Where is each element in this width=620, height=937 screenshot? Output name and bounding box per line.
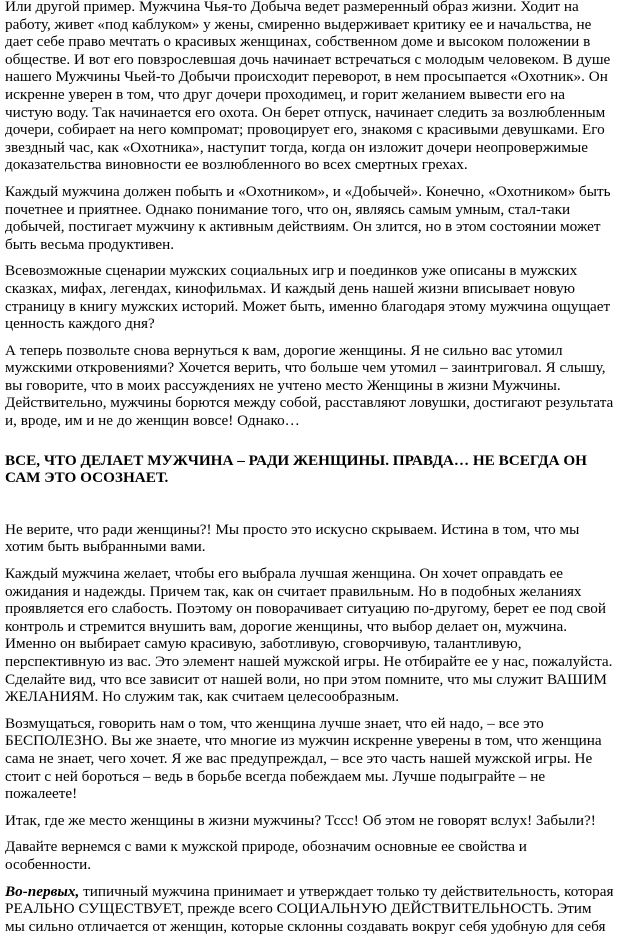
lead-firstly: Во-первых, xyxy=(5,882,80,900)
paragraph-where-is-woman: Итак, где же место женщины в жизни мужчины? Тссс! Об этом не говорят вслух! Забыли?! xyxy=(5,811,596,829)
paragraph-male-nature: Давайте вернемся с вами к мужской природе, обозначим основные ее свойства и особенности. xyxy=(5,838,527,873)
paragraph-firstly-text: типичный мужчина принимает и утверждает только ту действительность, которая РЕАЛЬНО СУЩЕСТВУЕТ, прежде всего СОЦИАЛЬНУЮ ДЕЙСТВИТЕЛЬНОСТЬ. Этим мы сильно отличается от женщин, которые склонны создавать вокруг себя удобную для себя xyxy=(5,882,614,935)
paragraph-return-to-women: А теперь позвольте снова вернуться к вам, дорогие женщины. Я не сильно вас утомил мужскими откровениями? Хочется верить, что больше чем утомил – заинтриговал. Я слышу, вы говорите, что в моих рассуждениях не учтено место Женщины в жизни Мужчины. Действительно, мужчины борются между собой, расставляют ловушки, достигают результата и, вроде, им и не до женщин вовсе! Однако… xyxy=(5,341,614,430)
paragraph-hunter-and-prey: Каждый мужчина должен побыть и «Охотником», и «Добычей». Конечно, «Охотником» быть почетнее и приятнее. Однако понимание того, что он, являясь самым умным, стал-таки добычей, постигает мужчину к активным действиям. Он злится, но в этом состоянии может быть весьма продуктивен. xyxy=(5,182,611,253)
paragraph-every-man-wants: Каждый мужчина желает, чтобы его выбрала лучшая женщина. Он хочет оправдать ее ожидания и надежды. Причем так, как он считает правильным. Но в подобных желаниях проявляется его слабость. Поэтому он поворачивает ситуацию по-другому, берет ее под свой контроль и стремится внушить вам, дорогие женщины, что выбор делает он, мужчина. Именно он выбирает самую красивую, заботливую, сговорчивую, талантливую, перспективную из вас. Это элемент нашей мужской игры. Не отбирайте ее у нас, пожалуйста. Сделайте вид, что все зависит от нашей воли, но при этом помните, что мы служит ВАШИМ ЖЕЛАНИЯМ. Но служим так, как считаем целесообразным. xyxy=(5,565,613,706)
paragraph-social-games: Всевозможные сценарии мужских социальных игр и поединков уже описаны в мужских сказках, мифах, легендах, кинофильмах. И каждый день нашей жизни вписывает новую страницу в книгу мужских историй. Может быть, именно благодаря этому мужчина ощущает ценность каждого дня? xyxy=(5,262,611,333)
paragraph-useless-to-argue: Возмущаться, говорить нам о том, что женщина лучше знает, что ей надо, – все это БЕСПОЛЕЗНО. Вы же знаете, что многие из мужчин искренне уверены в том, что женщина сама не знает, чего хочет. Я же вас предупреждал, – все это часть нашей мужской игры. Не стоит с ней бороться – ведь в борьбе всегда побеждаем мы. Лучше подыграйте – не пожалеете! xyxy=(5,714,602,803)
paragraph-dont-believe: Не верите, что ради женщины?! Мы просто это искусно скрываем. Истина в том, что мы хотим быть выбранными вами. xyxy=(5,520,580,556)
paragraph-firstly xyxy=(5,883,615,936)
section-heading: ВСЕ, ЧТО ДЕЛАЕТ МУЖЧИНА – РАДИ ЖЕНЩИНЫ. ПРАВДА… НЕ ВСЕГДА ОН САМ ЭТО ОСОЗНАЕТ. xyxy=(5,451,587,487)
paragraph-hunter-example: Или другой пример. Мужчина Чья-то Добыча ведет размеренный образ жизни. Ходит на работу, живет «под каблуком» у жены, смиренно выдерживает критику ее и начальства, не дает себе право мечтать о красивых женщинах, собственном доме и высоком положении в обществе. И вот его повзрослевшая дочь начинает встречаться с молодым человеком. В душе нашего Мужчины Чьей-то Добычи происходит переворот, в нем просыпается «Охотник». Он искренне уверен в том, что друг дочери проходимец, и горит желанием вывести его на чистую воду. Так начинается его охота. Он берет отпуск, начинает следить за возлюбленным дочери, собирает на него компромат; провоцирует его, знакомя с красивыми девушками. Его звездный час, как «Охотника», наступит тогда, когда он изложит дочери неопровержимые доказательства виновности ее возлюбленного во всех смертных грехах. xyxy=(5,0,611,174)
